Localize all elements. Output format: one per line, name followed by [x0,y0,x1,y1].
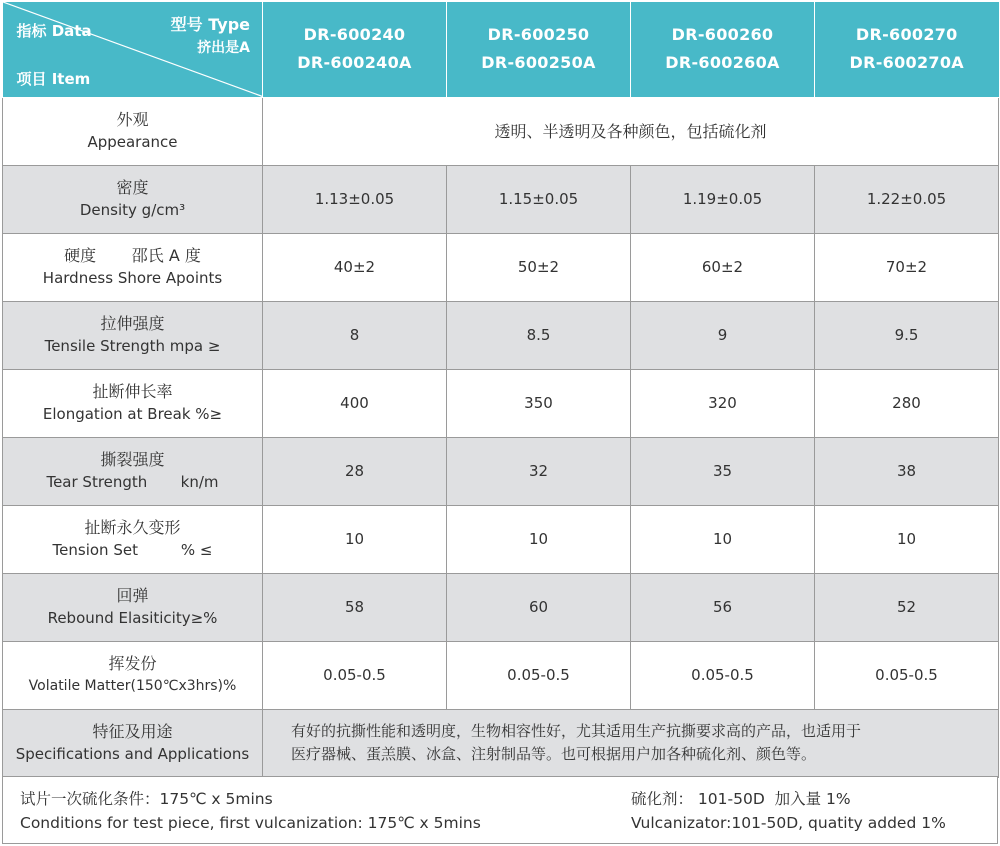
model-name-a: DR-600250A [481,53,596,73]
model-name-a: DR-600270A [849,53,964,73]
table-row [3,301,999,369]
table-cell: 8 [263,301,447,369]
table-cell: 40±2 [263,233,447,301]
table-cell: 0.05-0.5 [631,641,815,709]
label-cn: 拉伸强度 [100,314,165,333]
table-cell: 0.05-0.5 [263,641,447,709]
model-name: DR-600260 [671,25,774,45]
applications-line: 有好的抗撕性能和透明度，生物相容性好，尤其适用生产抗撕要求高的产品，也适用于 [291,722,862,740]
table-cell: 10 [815,505,999,573]
label-en: Elongation at Break %≥ [42,405,223,423]
label-cn: 外观 [116,110,149,129]
vulcanizator-en: Vulcanizator:101-50D, quatity added 1% [631,814,946,832]
table-cell: 35 [631,437,815,505]
table-cell: 70±2 [815,233,999,301]
label-en: Appearance [87,133,178,151]
data-label: 指标 Data [16,22,92,40]
header-corner-cell [3,2,263,97]
table-row [3,165,999,233]
type-label: 型号 Type [170,15,250,34]
label-en: Specifications and Applications [15,745,250,763]
table-cell: 10 [263,505,447,573]
row-label [3,641,263,709]
model-header [447,2,631,97]
test-conditions [20,787,481,835]
table-cell: 60 [447,573,631,641]
table-cell: 1.22±0.05 [815,165,999,233]
table-cell: 320 [631,369,815,437]
row-label [3,437,263,505]
table-cell: 1.19±0.05 [631,165,815,233]
row-label [3,369,263,437]
footer-notes [2,776,998,844]
label-en: Density g/cm³ [79,201,186,219]
appearance-value: 透明、半透明及各种颜色，包括硫化剂 [263,97,999,165]
table-cell: 32 [447,437,631,505]
table-cell: 58 [263,573,447,641]
row-label [3,97,263,165]
table-cell: 50±2 [447,233,631,301]
table-cell: 9 [631,301,815,369]
label-cn: 扯断永久变形 [84,518,181,537]
spec-table [2,2,999,778]
label-en: Tension Set % ≤ [52,541,213,559]
vulcanizator-cn: 硫化剂： 101-50D 加入量 1% [631,790,851,808]
label-cn: 撕裂强度 [100,450,165,469]
model-name: DR-600240 [303,25,406,45]
table-cell: 0.05-0.5 [815,641,999,709]
table-cell: 1.13±0.05 [263,165,447,233]
label-cn: 硬度 邵氏 A 度 [64,246,201,265]
row-label [3,573,263,641]
row-label [3,301,263,369]
appearance-row [3,97,999,165]
applications-line: 医疗器械、蛋羔膜、冰盒、注射制品等。也可根据用户加各种硫化剂、颜色等。 [291,745,817,763]
label-cn: 回弹 [116,586,149,605]
table-cell: 10 [447,505,631,573]
model-name-a: DR-600260A [665,53,780,73]
label-en: Volatile Matter(150℃x3hrs)% [28,678,237,694]
model-header [631,2,815,97]
applications-text [263,709,999,777]
table-cell: 10 [631,505,815,573]
model-name-a: DR-600240A [297,53,412,73]
vulcanizator-info [631,787,946,835]
table-row [3,437,999,505]
model-name: DR-600270 [855,25,958,45]
table-row [3,505,999,573]
table-cell: 8.5 [447,301,631,369]
table-cell: 280 [815,369,999,437]
table-cell: 28 [263,437,447,505]
row-label [3,165,263,233]
label-en: Tear Strength kn/m [46,473,219,491]
table-cell: 56 [631,573,815,641]
table-row [3,233,999,301]
label-cn: 挥发份 [108,654,157,673]
table-cell: 52 [815,573,999,641]
header-row [3,2,999,97]
label-cn: 扯断伸长率 [92,382,173,401]
label-cn: 特征及用途 [92,722,173,741]
table-cell: 9.5 [815,301,999,369]
extrude-label: 挤出是A [197,40,250,56]
label-en: Rebound Elasiticity≥% [47,609,218,627]
label-cn: 密度 [116,178,149,197]
table-cell: 1.15±0.05 [447,165,631,233]
applications-row [3,709,999,777]
table-cell: 0.05-0.5 [447,641,631,709]
label-en: Hardness Shore Apoints [42,269,223,287]
table-cell: 60±2 [631,233,815,301]
table-cell: 350 [447,369,631,437]
row-label [3,709,263,777]
table-cell: 38 [815,437,999,505]
label-en: Tensile Strength mpa ≥ [44,337,221,355]
model-header [263,2,447,97]
row-label [3,505,263,573]
table-cell: 400 [263,369,447,437]
model-name: DR-600250 [487,25,590,45]
table-row [3,641,999,709]
type-label-group [171,14,250,59]
model-header [815,2,999,97]
conditions-en: Conditions for test piece, first vulcanization: 175℃ x 5mins [20,814,481,832]
table-row [3,369,999,437]
table-row [3,573,999,641]
conditions-cn: 试片一次硫化条件：175℃ x 5mins [20,790,273,808]
item-label: 项目 Item [16,70,91,88]
row-label [3,233,263,301]
